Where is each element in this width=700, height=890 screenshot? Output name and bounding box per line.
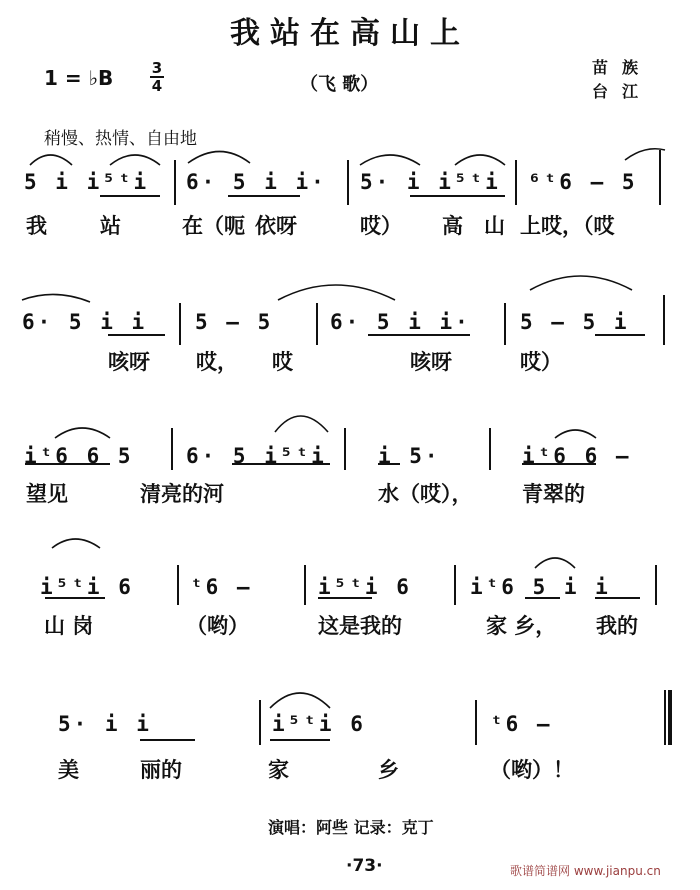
- system-4-measure-1: i⁵ᵗi 6: [40, 575, 134, 599]
- lyric: 上哎，（哎: [520, 213, 615, 238]
- slur-mark: [278, 285, 395, 300]
- system-5-measure-2: i⁵ᵗi 6: [272, 712, 366, 736]
- slur-mark: [530, 276, 632, 290]
- system-2-measure-4: 5 – 5 i: [520, 310, 630, 334]
- lyric: （哟）: [186, 613, 249, 638]
- page-number: ·73·: [346, 856, 383, 876]
- slur-mark: [55, 428, 110, 438]
- lyric: 高: [442, 213, 463, 238]
- lyric: 我的: [596, 613, 638, 638]
- slur-mark: [555, 430, 596, 438]
- system-3-measure-2: 6· 5 i⁵ᵗi: [186, 444, 327, 468]
- lyric: 在（呃: [182, 213, 245, 238]
- slur-mark: [188, 152, 250, 164]
- lyric: 丽的: [140, 757, 182, 782]
- meter-bottom: 4: [151, 77, 163, 95]
- lyric: 哎，: [196, 349, 238, 374]
- lyric: 哎: [272, 349, 293, 374]
- origin-line-2: 台江: [592, 82, 653, 101]
- system-1-measure-2: 6· 5 i i·: [186, 170, 327, 194]
- lyric: 清亮的河: [140, 481, 224, 506]
- system-3-measure-1: iᵗ6 6 5: [24, 444, 134, 468]
- lyric: 这是我的: [318, 613, 402, 638]
- system-5-measure-3: ᵗ6 –: [490, 712, 553, 736]
- slur-mark: [455, 155, 505, 165]
- slur-mark: [52, 539, 100, 548]
- slur-mark: [275, 416, 328, 432]
- system-3-measure-3: i 5·: [378, 444, 441, 468]
- key-signature: 1 = ♭B: [44, 66, 114, 90]
- system-2-measure-3: 6· 5 i i·: [330, 310, 471, 334]
- slur-mark: [30, 155, 72, 165]
- system-4-measure-4: iᵗ6 5 i i: [470, 575, 611, 599]
- lyric: 青翠的: [522, 481, 585, 506]
- system-1-measure-3: 5· i i⁵ᵗi: [360, 170, 501, 194]
- slur-mark: [270, 693, 330, 708]
- lyric: 咳呀: [108, 349, 150, 374]
- meter-top: 3: [151, 59, 163, 77]
- slur-mark: [110, 155, 160, 165]
- lyric: 家: [268, 757, 289, 782]
- system-3-measure-4: iᵗ6 6 –: [522, 444, 632, 468]
- system-5-measure-1: 5· i i: [58, 712, 152, 736]
- lyric: 站: [100, 213, 121, 238]
- genre-label: （飞 歌）: [300, 74, 379, 95]
- site-watermark: 歌谱简谱网 www.jianpu.cn: [510, 864, 661, 878]
- song-title: 我站在高山上: [230, 16, 470, 51]
- lyric: 水（哎），: [378, 481, 473, 506]
- lyric: 望见: [26, 481, 68, 506]
- lyric: （哟）！: [490, 757, 574, 782]
- lyric: 美: [58, 757, 79, 782]
- slur-mark: [535, 558, 575, 568]
- lyric: 我: [26, 213, 47, 238]
- credits-line: 演唱：阿些 记录：克丁: [268, 818, 434, 837]
- lyric: 山 岗: [44, 613, 94, 638]
- system-2-measure-2: 5 – 5: [195, 310, 274, 334]
- slur-mark: [360, 155, 420, 165]
- lyric: 山: [484, 213, 505, 238]
- lyric: 乡: [378, 757, 399, 782]
- lyric: 依呀: [255, 213, 297, 238]
- lyric: 哎）: [520, 349, 562, 374]
- lyric: 家 乡，: [486, 613, 557, 638]
- tempo-marking: 稍慢、热情、自由地: [44, 129, 197, 149]
- system-4-measure-3: i⁵ᵗi 6: [318, 575, 412, 599]
- system-1-measure-4: ⁶ᵗ6 – 5: [528, 170, 638, 194]
- lyric: 咳呀: [410, 349, 452, 374]
- origin-line-1: 苗族: [592, 58, 653, 77]
- system-2-measure-1: 6· 5 i i: [22, 310, 148, 334]
- system-1-measure-1: 5 i i⁵ᵗi: [24, 170, 150, 194]
- system-4-measure-2: ᵗ6 –: [190, 575, 253, 599]
- lyric: 哎）: [360, 213, 402, 238]
- slur-mark: [22, 294, 90, 302]
